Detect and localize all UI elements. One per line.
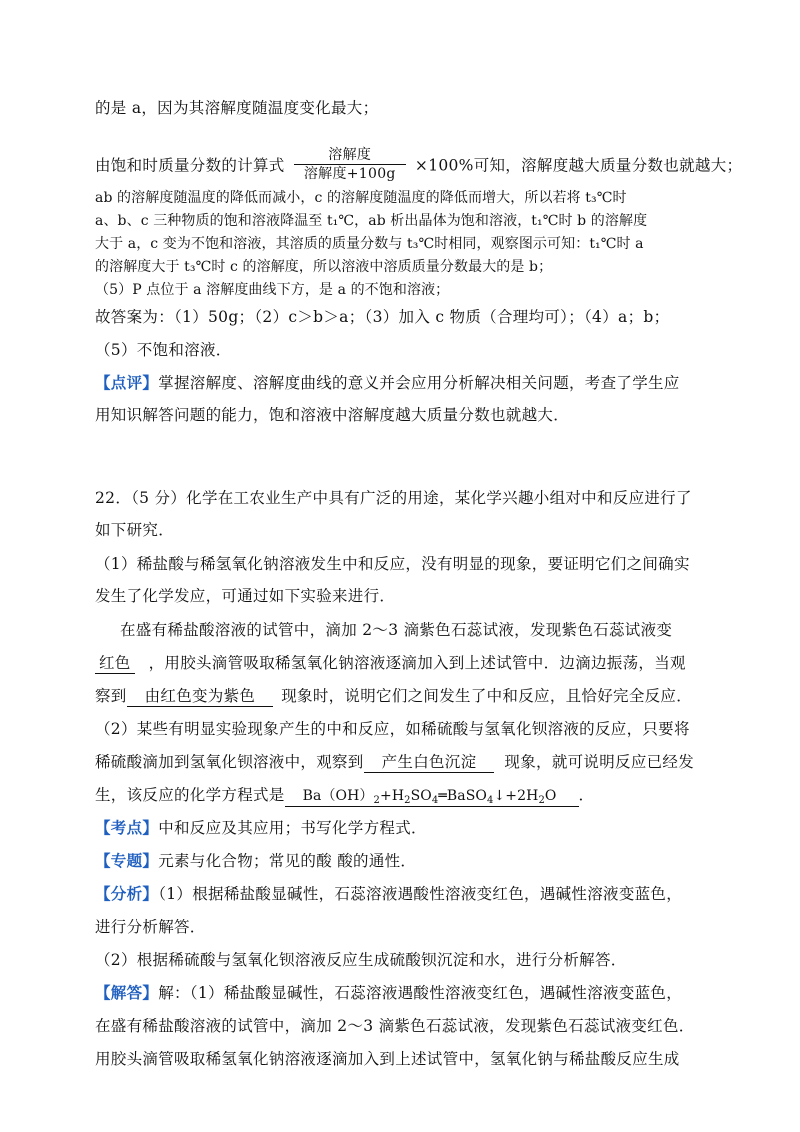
text-line: ab 的溶解度随温度的降低而减小，c 的溶解度随温度的降低而增大，所以若将 t₃℃时 — [95, 190, 627, 206]
fraction-denominator: 溶解度+100g — [303, 166, 396, 182]
text-line: a、b、c 三种物质的饱和溶液降温至 t₁℃，ab 析出晶体为饱和溶液，t₁℃时 b 的溶解度 — [95, 213, 648, 229]
answer-blank: 由红色变为紫色 — [127, 687, 274, 707]
answer-line: （5）不饱和溶液． — [95, 341, 232, 359]
text-segment: 中和反应及其应用；书写化学方程式． — [158, 819, 427, 837]
text-segment: 现象时，说明它们之间发生了中和反应，且恰好完全反应． — [281, 687, 693, 705]
text-line — [95, 752, 740, 773]
fenxi-line — [95, 884, 740, 904]
answer-blank: 红色 — [95, 654, 135, 674]
text-line: 的是 a，因为其溶解度随温度变化最大； — [95, 99, 379, 117]
zhuanti-line — [95, 851, 740, 871]
text-line: 用胶头滴管吸取稀氢氧化钠溶液逐滴加入到上述试管中，氢氧化钠与稀盐酸反应生成 — [95, 1050, 680, 1068]
text-segment: 稀硫酸滴加到氢氧化钡溶液中，观察到 — [95, 753, 364, 771]
kaodian-line — [95, 818, 740, 838]
answer-blank: 产生白色沉淀 — [364, 753, 495, 773]
text-segment: ×100%可知，溶解度越大质量分数也就越大； — [414, 156, 743, 175]
text-line: 在盛有稀盐酸溶液的试管中，滴加 2～3 滴紫色石蕊试液，发现紫色石蕊试液变红色． — [95, 1017, 695, 1035]
comment-line: 用知识解答问题的能力，饱和溶液中溶解度越大质量分数也就越大． — [95, 406, 570, 424]
text-line — [95, 653, 740, 674]
question-title: 22．（5 分）化学在工农业生产中具有广泛的用途，某化学兴趣小组对中和反应进行了 — [95, 489, 692, 507]
text-line: 发生了化学发应，可通过如下实验来进行． — [95, 587, 396, 605]
comment-tag: 【点评】 — [95, 373, 159, 392]
kaodian-tag: 【考点】 — [95, 818, 159, 837]
mass-fraction-formula — [294, 146, 406, 183]
text-line — [95, 785, 740, 807]
text-segment: 元素与化合物；常见的酸 酸的通性． — [158, 852, 417, 870]
jieda-tag: 【解答】 — [95, 983, 159, 1002]
text-segment: 现象，就可说明反应已经发 — [504, 753, 695, 771]
text-line: （1）稀盐酸与稀氢氧化钠溶液发生中和反应，没有明显的现象，要证明它们之间确实 — [95, 555, 690, 573]
text-line: 的溶解度大于 t₃℃时 c 的溶解度，所以溶液中溶质质量分数最大的是 b； — [95, 259, 553, 275]
formula-line — [95, 147, 743, 185]
text-line: 在盛有稀盐酸溶液的试管中，滴加 2～3 滴紫色石蕊试液，发现紫色石蕊试液变 — [120, 621, 673, 639]
text-segment: 由饱和时质量分数的计算式 — [95, 156, 285, 175]
text-line — [95, 686, 740, 707]
text-segment: 解：（1）稀盐酸显碱性，石蕊溶液遇酸性溶液变红色，遇碱性溶液变蓝色， — [158, 984, 683, 1002]
text-line: 进行分析解答． — [95, 918, 206, 936]
comment-line — [95, 373, 740, 393]
equation-blank: $Ba(OH)_2+H_2SO_4═BaSO_4↓+2H_2O$ — [285, 787, 579, 807]
zhuanti-tag: 【专题】 — [95, 851, 159, 870]
text-line: （2）根据稀硫酸与氢氧化钡溶液反应生成硫酸钡沉淀和水，进行分析解答． — [95, 951, 627, 969]
jieda-line — [95, 983, 740, 1003]
text-segment: 察到 — [95, 687, 127, 705]
fraction-numerator: 溶解度 — [294, 146, 406, 165]
text-line: 大于 a，c 变为不饱和溶液，其溶质的质量分数与 t₃℃时相同，观察图示可知：t₁℃时 a — [95, 236, 644, 252]
text-line: （5）P 点位于 a 溶解度曲线下方，是 a 的不饱和溶液； — [95, 282, 450, 298]
text-segment: ，用胶头滴管吸取稀氢氧化钠溶液逐滴加入到上述试管中．边滴边振荡，当观 — [148, 654, 686, 672]
answer-line: 故答案为：（1）50g；（2）c＞b＞a；（3）加入 c 物质（合理均可）；（4）a；b； — [95, 308, 670, 326]
text-segment: 掌握溶解度、溶解度曲线的意义并会应用分析解决相关问题，考查了学生应 — [158, 374, 680, 392]
text-segment: ． — [578, 786, 595, 804]
text-segment: （1）根据稀盐酸显碱性，石蕊溶液遇酸性溶液变红色，遇碱性溶液变蓝色， — [158, 885, 683, 903]
text-segment: 生，该反应的化学方程式是 — [95, 786, 285, 804]
text-line: （2）某些有明显实验现象产生的中和反应，如稀硫酸与氢氧化钡溶液的反应，只要将 — [95, 720, 690, 738]
text-line: 如下研究． — [95, 521, 175, 539]
fenxi-tag: 【分析】 — [95, 884, 159, 903]
